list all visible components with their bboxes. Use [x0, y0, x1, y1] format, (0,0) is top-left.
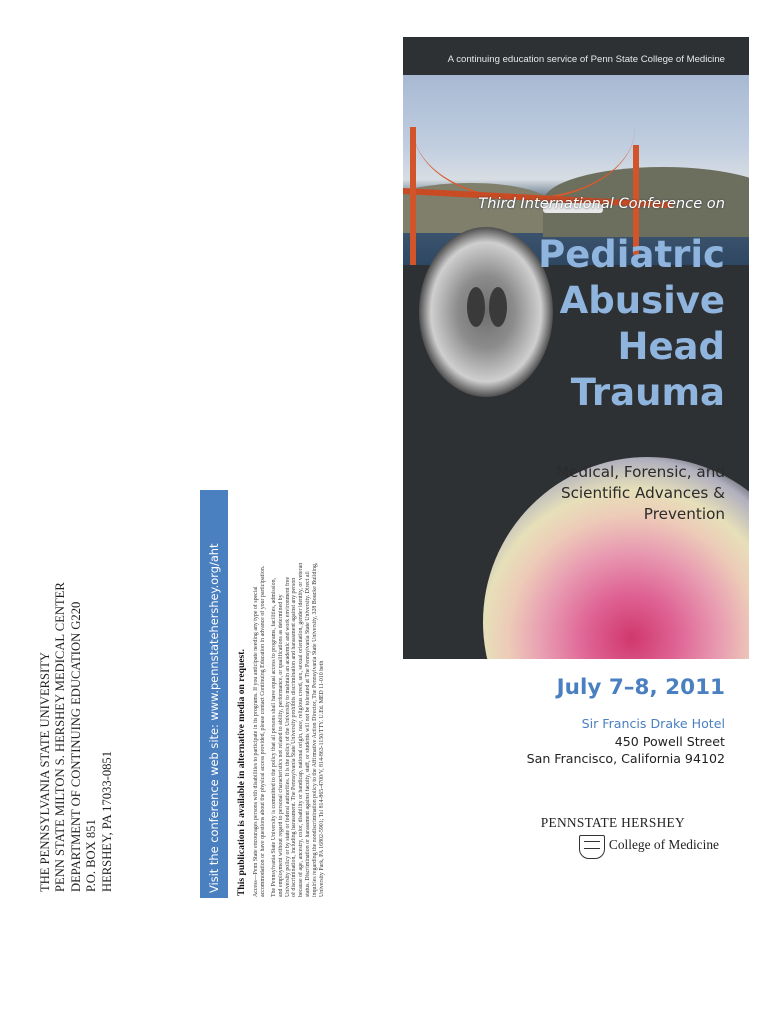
legal-line: University policy or by state or federal authorities. It is the policy of the University to maintain an academic and work environment free — [284, 576, 291, 897]
title-line: Trauma — [570, 371, 725, 414]
conference-subtitle — [556, 462, 725, 525]
address-line: THE PENNSYLVANIA STATE UNIVERSITY — [38, 651, 52, 892]
university-shield-icon — [579, 835, 605, 859]
legal-line: and employment without regard to personal characteristics not related to ability, performance, or qualifications as determined by — [277, 594, 284, 897]
title-line: Abusive — [559, 279, 725, 322]
subtitle-line: Medical, Forensic, and — [556, 463, 725, 481]
address-line: PENN STATE MILTON S. HERSHEY MEDICAL CENTER — [53, 582, 68, 892]
subtitle-line: Scientific Advances & — [560, 484, 725, 502]
college-of-medicine-logo-text: College of Medicine — [608, 837, 719, 852]
venue-street: 450 Powell Street — [614, 734, 725, 749]
tagline: A continuing education service of Penn State College of Medicine — [447, 54, 725, 65]
subtitle-line: Prevention — [643, 505, 725, 523]
legal-line: accommodation or have questions about the physical access provided, please contact Continuing Education in advance of your participation. — [259, 565, 266, 897]
title-line: Pediatric — [538, 233, 725, 276]
legal-notice — [253, 417, 326, 897]
conference-title — [538, 232, 725, 416]
alternative-media-notice: This publication is available in alternative media on request. — [236, 649, 247, 896]
brain-ct-scan-image — [419, 227, 553, 397]
brochure-cover — [403, 37, 749, 897]
conference-website-link[interactable]: Visit the conference web site: www.pennstatehershey.org/aht — [207, 543, 221, 893]
legal-line: Access—Penn State encourages persons with disabilities to participate in its programs. If you anticipate needing any type of special — [253, 586, 259, 897]
legal-line: status. Discrimination or harassment against faculty, staff, or students will not be tolerated at The Pennsylvania State University. Direct all — [305, 571, 312, 897]
title-line: Head — [617, 325, 725, 368]
return-address — [38, 572, 115, 892]
legal-line: because of age, ancestry, color, disability or handicap, national origin, race, religious creed, sex, sexual orientation, gender identity, or veteran — [298, 562, 305, 897]
legal-line: The Pennsylvania State University is committed to the policy that all persons shall have equal access to programs, facilities, admission, — [270, 577, 277, 897]
legal-line: University Park, PA 16802-5901; Tel 814-865-4700/V, 814-863-1150/TTY. U.Ed. MED 11-010 beth — [319, 660, 326, 897]
penn-state-hershey-logo-text: PENNSTATE HERSHEY — [540, 815, 685, 830]
address-line: HERSHEY, PA 17033-0851 — [99, 750, 114, 892]
legal-line: inquiries regarding the nondiscrimination policy to the Affirmative Action Director, The Pennsylvania State University, 328 Boucke Building, — [312, 562, 319, 897]
address-line: DEPARTMENT OF CONTINUING EDUCATION G220 — [68, 601, 83, 892]
address-line: P.O. BOX 851 — [84, 819, 99, 892]
conference-series: Third International Conference on — [478, 195, 725, 212]
legal-line: of discrimination, including harassment. The Pennsylvania State University prohibits discrimination and harassment against any person — [291, 577, 298, 897]
event-date: July 7–8, 2011 — [556, 675, 725, 700]
venue-city: San Francisco, California 94102 — [526, 751, 725, 766]
venue-name: Sir Francis Drake Hotel — [581, 716, 725, 731]
